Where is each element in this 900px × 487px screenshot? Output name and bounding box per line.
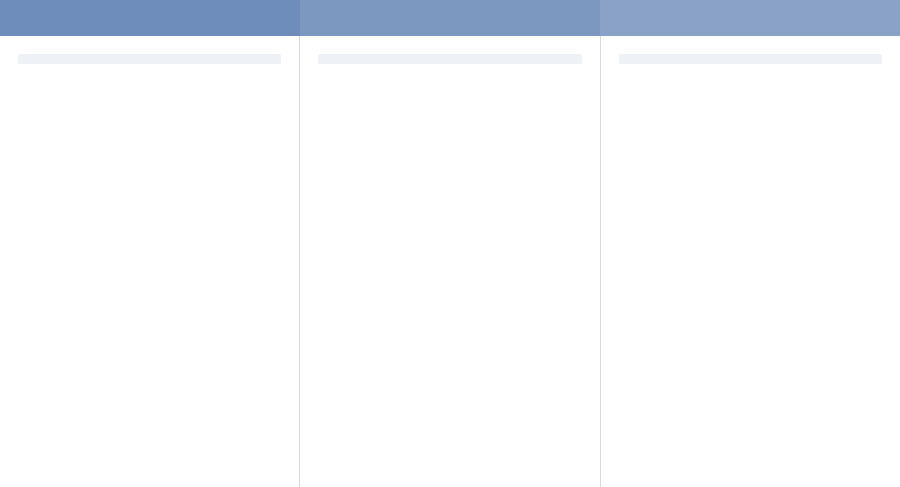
column-left	[0, 36, 299, 487]
header-right	[600, 0, 900, 36]
bulletin-body	[0, 36, 900, 487]
header-bar	[0, 0, 900, 36]
content-placeholder	[318, 54, 581, 64]
column-middle	[299, 36, 599, 487]
header-left	[0, 0, 300, 36]
content-placeholder	[18, 54, 281, 64]
header-center	[300, 0, 600, 36]
content-placeholder	[619, 54, 882, 64]
column-right	[600, 36, 900, 487]
